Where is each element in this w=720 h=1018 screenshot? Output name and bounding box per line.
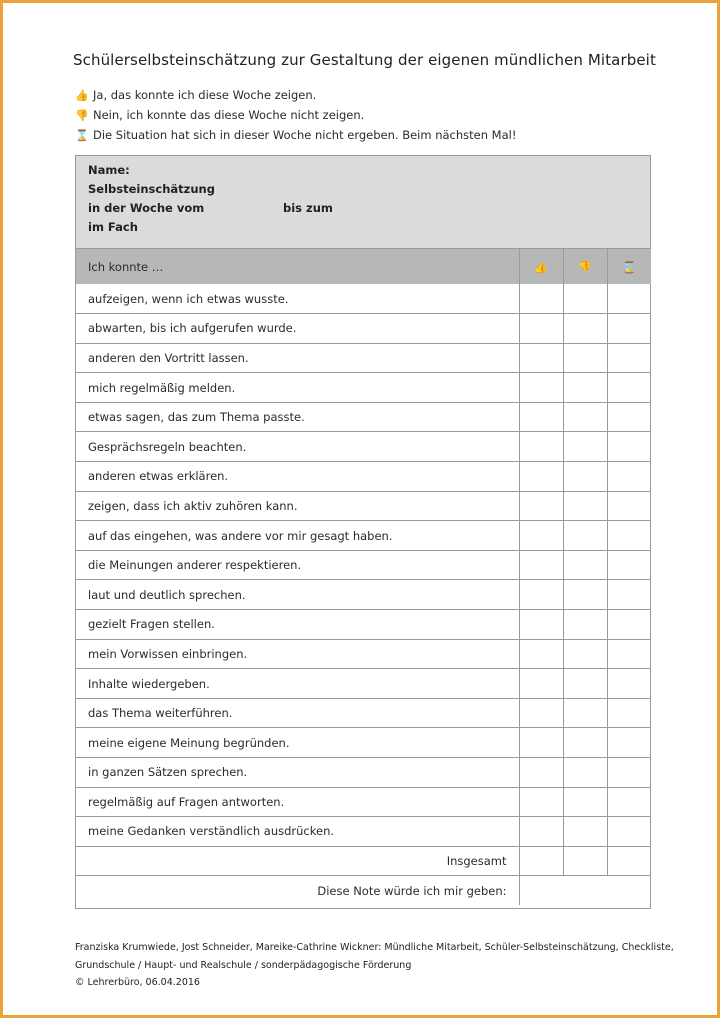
legend-text: Die Situation hat sich in dieser Woche nicht ergeben. Beim nächsten Mal! [93, 128, 517, 142]
table-row [76, 402, 651, 432]
rating-cell-later[interactable] [607, 669, 651, 699]
rating-cell-later[interactable] [607, 758, 651, 788]
footer-school-types: Grundschule / Haupt- und Realschule / sonderpädagogische Förderung [75, 959, 412, 971]
table-row [76, 373, 651, 403]
rating-cell-yes[interactable] [519, 787, 563, 817]
criterion-text: laut und deutlich sprechen. [76, 580, 519, 610]
page-title: Schülerselbsteinschätzung zur Gestaltung der eigenen mündlichen Mitarbeit [73, 51, 656, 69]
thumbs-down-icon: 👎 [75, 108, 89, 122]
criterion-text: regelmäßig auf Fragen antworten. [76, 787, 519, 817]
criterion-text: etwas sagen, das zum Thema passte. [76, 402, 519, 432]
table-row [76, 787, 651, 817]
rating-cell-later[interactable] [607, 284, 651, 314]
week-from-label: in der Woche vom [88, 201, 205, 215]
thumbs-up-icon: 👍 [519, 249, 563, 284]
rating-cell-later[interactable] [607, 314, 651, 344]
rating-cell-no[interactable] [563, 610, 607, 640]
criterion-text: gezielt Fragen stellen. [76, 610, 519, 640]
thumbs-down-icon: 👎 [563, 249, 607, 284]
criterion-text: meine eigene Meinung begründen. [76, 728, 519, 758]
checklist-table [76, 249, 651, 905]
legend-text: Ja, das konnte ich diese Woche zeigen. [93, 88, 317, 102]
rating-cell-no[interactable] [563, 669, 607, 699]
rating-cell-later[interactable] [607, 580, 651, 610]
rating-cell-no[interactable] [563, 521, 607, 551]
legend-item-no [75, 105, 516, 125]
criterion-text: die Meinungen anderer respektieren. [76, 550, 519, 580]
rating-cell-no[interactable] [563, 817, 607, 847]
rating-cell-no[interactable] [563, 343, 607, 373]
table-row [76, 491, 651, 521]
criterion-text: abwarten, bis ich aufgerufen wurde. [76, 314, 519, 344]
grade-row [76, 876, 651, 906]
table-row [76, 728, 651, 758]
rating-cell-yes[interactable] [519, 373, 563, 403]
rating-cell-yes[interactable] [519, 491, 563, 521]
rating-cell-later[interactable] [607, 639, 651, 669]
legend-text: Nein, ich konnte das diese Woche nicht zeigen. [93, 108, 365, 122]
criterion-text: das Thema weiterführen. [76, 698, 519, 728]
header-box [76, 156, 650, 249]
rating-cell-yes[interactable] [519, 314, 563, 344]
total-cell-later[interactable] [607, 846, 651, 876]
subject-label: im Fach [88, 220, 138, 234]
rating-cell-no[interactable] [563, 550, 607, 580]
criterion-text: Gesprächsregeln beachten. [76, 432, 519, 462]
grade-cell[interactable] [519, 876, 651, 906]
rating-cell-later[interactable] [607, 550, 651, 580]
footer-copyright: © Lehrerbüro, 06.04.2016 [75, 977, 200, 988]
criterion-text: mein Vorwissen einbringen. [76, 639, 519, 669]
rating-cell-later[interactable] [607, 787, 651, 817]
rating-cell-no[interactable] [563, 432, 607, 462]
table-row [76, 343, 651, 373]
table-row [76, 314, 651, 344]
rating-cell-yes[interactable] [519, 728, 563, 758]
rating-cell-no[interactable] [563, 758, 607, 788]
rating-cell-later[interactable] [607, 521, 651, 551]
selbsteinschaetzung-label: Selbsteinschätzung [88, 182, 215, 196]
total-row [76, 846, 651, 876]
table-row [76, 817, 651, 847]
rating-cell-yes[interactable] [519, 550, 563, 580]
rating-cell-no[interactable] [563, 787, 607, 817]
rating-cell-yes[interactable] [519, 817, 563, 847]
rating-cell-no[interactable] [563, 491, 607, 521]
table-row [76, 462, 651, 492]
rating-cell-yes[interactable] [519, 639, 563, 669]
rating-cell-later[interactable] [607, 817, 651, 847]
criterion-text: Inhalte wiedergeben. [76, 669, 519, 699]
table-row [76, 610, 651, 640]
table-row [76, 284, 651, 314]
rating-cell-yes[interactable] [519, 462, 563, 492]
total-label: Insgesamt [76, 846, 519, 876]
hourglass-icon: ⌛ [607, 249, 651, 284]
footer [75, 939, 674, 992]
rating-cell-yes[interactable] [519, 758, 563, 788]
rating-cell-yes[interactable] [519, 432, 563, 462]
table-row [76, 521, 651, 551]
legend-item-yes [75, 85, 516, 105]
table-row [76, 580, 651, 610]
criterion-text: auf das eingehen, was andere vor mir gesagt haben. [76, 521, 519, 551]
rating-cell-later[interactable] [607, 432, 651, 462]
rating-cell-later[interactable] [607, 343, 651, 373]
criterion-text: aufzeigen, wenn ich etwas wusste. [76, 284, 519, 314]
rating-cell-later[interactable] [607, 491, 651, 521]
rating-cell-yes[interactable] [519, 580, 563, 610]
rating-cell-later[interactable] [607, 402, 651, 432]
total-cell-yes[interactable] [519, 846, 563, 876]
rating-cell-yes[interactable] [519, 669, 563, 699]
total-cell-no[interactable] [563, 846, 607, 876]
rating-cell-yes[interactable] [519, 521, 563, 551]
table-row [76, 639, 651, 669]
rating-cell-yes[interactable] [519, 284, 563, 314]
thumbs-up-icon: 👍 [75, 88, 89, 102]
rating-cell-yes[interactable] [519, 698, 563, 728]
criterion-text: mich regelmäßig melden. [76, 373, 519, 403]
rating-cell-no[interactable] [563, 580, 607, 610]
table-row [76, 550, 651, 580]
name-label: Name: [88, 163, 130, 177]
criterion-text: zeigen, dass ich aktiv zuhören kann. [76, 491, 519, 521]
rating-cell-no[interactable] [563, 698, 607, 728]
criterion-text: anderen den Vortritt lassen. [76, 343, 519, 373]
table-row [76, 698, 651, 728]
criterion-text: in ganzen Sätzen sprechen. [76, 758, 519, 788]
self-assessment-sheet [75, 155, 651, 909]
grade-label: Diese Note würde ich mir geben: [76, 876, 519, 906]
legend-item-later [75, 125, 516, 145]
rating-cell-later[interactable] [607, 610, 651, 640]
rating-cell-no[interactable] [563, 314, 607, 344]
column-header: Ich konnte … [76, 249, 519, 284]
table-row [76, 758, 651, 788]
rating-cell-later[interactable] [607, 462, 651, 492]
hourglass-icon: ⌛ [75, 128, 89, 142]
footer-credits: Franziska Krumwiede, Jost Schneider, Mareike-Cathrine Wickner: Mündliche Mitarbeit, Schüler-Selbsteinschätzung, Checkliste, [75, 942, 674, 953]
rating-cell-yes[interactable] [519, 343, 563, 373]
rating-cell-later[interactable] [607, 373, 651, 403]
rating-cell-no[interactable] [563, 462, 607, 492]
legend [75, 85, 516, 145]
criterion-text: anderen etwas erklären. [76, 462, 519, 492]
rating-cell-later[interactable] [607, 698, 651, 728]
rating-cell-no[interactable] [563, 284, 607, 314]
table-row [76, 669, 651, 699]
week-to-label: bis zum [283, 201, 333, 215]
table-row [76, 432, 651, 462]
criterion-text: meine Gedanken verständlich ausdrücken. [76, 817, 519, 847]
rating-cell-no[interactable] [563, 639, 607, 669]
rating-cell-no[interactable] [563, 373, 607, 403]
rating-cell-no[interactable] [563, 402, 607, 432]
rating-cell-yes[interactable] [519, 402, 563, 432]
rating-cell-later[interactable] [607, 728, 651, 758]
rating-cell-no[interactable] [563, 728, 607, 758]
rating-cell-yes[interactable] [519, 610, 563, 640]
